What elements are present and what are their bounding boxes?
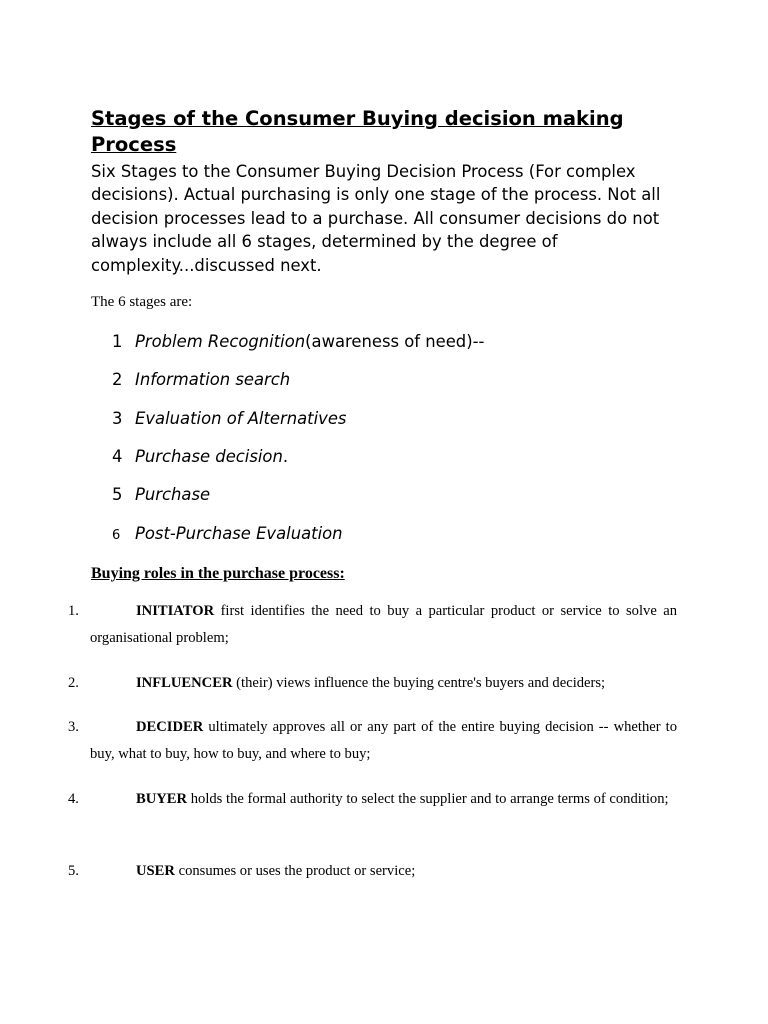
stage-text: Purchase decision — [135, 447, 283, 466]
stage-item — [112, 369, 290, 391]
stage-item — [112, 484, 210, 506]
role-item — [68, 714, 677, 768]
stage-number: 2 — [112, 370, 123, 389]
stage-text: Post-Purchase Evaluation — [135, 524, 343, 543]
stage-number: 4 — [112, 447, 123, 466]
stage-text: Problem Recognition — [135, 332, 306, 351]
stages-lead-text: The 6 stages are: — [91, 294, 193, 310]
role-term: INFLUENCER — [136, 675, 233, 691]
stage-item — [112, 331, 484, 353]
role-number: 5. — [68, 863, 79, 879]
role-item — [68, 598, 677, 652]
role-term: DECIDER — [136, 719, 204, 735]
role-item — [68, 786, 677, 813]
role-description: ultimately approves all or any part of the entire buying decision -- whether to buy, what to buy, how to buy, and where to buy; — [90, 719, 677, 762]
stage-text: Purchase — [135, 485, 211, 504]
role-item — [68, 670, 677, 697]
role-term: USER — [136, 863, 175, 879]
stage-suffix: . — [282, 447, 289, 466]
role-term: BUYER — [136, 791, 188, 807]
stage-number: 3 — [112, 409, 123, 428]
role-description: first identifies the need to buy a particular product or service to solve an organisational problem; — [90, 603, 677, 646]
stage-number: 6 — [112, 528, 121, 543]
intro-paragraph: Six Stages to the Consumer Buying Decision Process (For complex decisions). Actual purchasing is only one stage of the process. Not all decision processes lead to a purchase. All consumer decisions do not always include all 6 stages, determined by the degree of complexity...discussed next. — [91, 162, 661, 275]
role-number: 4. — [68, 791, 79, 807]
stage-number: 5 — [112, 485, 123, 504]
document-title: Stages of the Consumer Buying decision making Process — [91, 107, 624, 156]
stage-text: Information search — [135, 370, 291, 389]
stage-item — [112, 446, 288, 468]
stage-item — [112, 408, 346, 430]
role-description: (their) views influence the buying centre's buyers and deciders; — [232, 675, 606, 691]
role-term: INITIATOR — [136, 603, 215, 619]
stage-number: 1 — [112, 332, 123, 351]
role-description: consumes or uses the product or service; — [174, 863, 416, 879]
stage-item — [112, 523, 343, 545]
roles-heading: Buying roles in the purchase process: — [91, 565, 345, 582]
stage-suffix: (awareness of need)-- — [305, 332, 485, 351]
role-description: holds the formal authority to select the supplier and to arrange terms of condition; — [187, 791, 669, 807]
role-item — [68, 858, 677, 885]
role-number: 2. — [68, 675, 79, 691]
role-number: 3. — [68, 719, 79, 735]
stage-text: Evaluation of Alternatives — [135, 409, 347, 428]
role-number: 1. — [68, 603, 79, 619]
